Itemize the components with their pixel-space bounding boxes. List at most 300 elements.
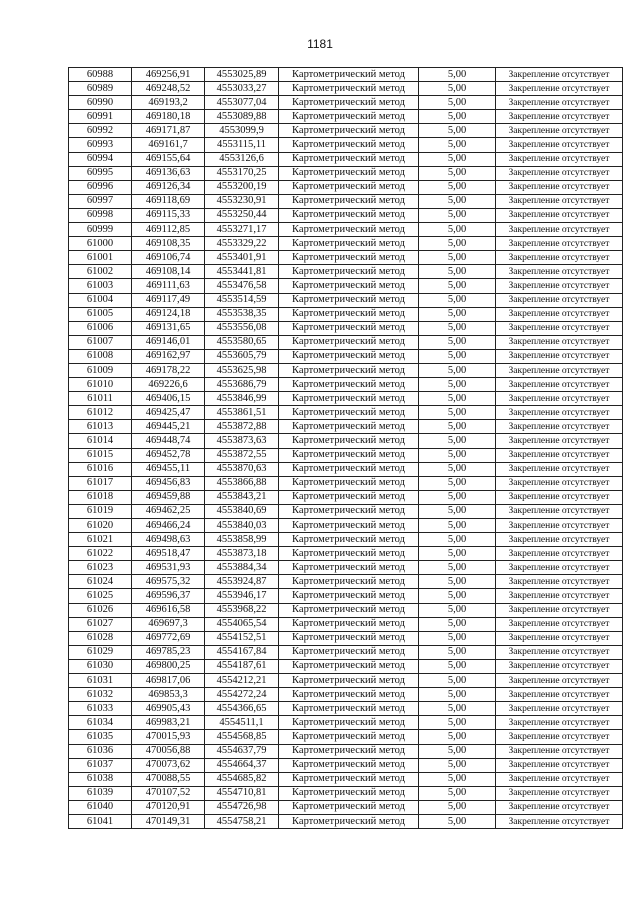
accuracy-cell: 5,00 xyxy=(419,166,496,180)
x-coordinate-cell: 469448,74 xyxy=(132,434,205,448)
table-row xyxy=(69,603,623,617)
accuracy-cell: 5,00 xyxy=(419,814,496,828)
method-cell: Картометрический метод xyxy=(279,82,419,96)
method-cell: Картометрический метод xyxy=(279,786,419,800)
y-coordinate-cell: 4554511,1 xyxy=(205,716,279,730)
y-coordinate-cell: 4553476,58 xyxy=(205,279,279,293)
x-coordinate-cell: 469193,2 xyxy=(132,96,205,110)
method-cell: Картометрический метод xyxy=(279,349,419,363)
y-coordinate-cell: 4553846,99 xyxy=(205,392,279,406)
point-number-cell: 60999 xyxy=(69,223,132,237)
fixing-cell: Закрепление отсутствует xyxy=(496,265,623,279)
x-coordinate-cell: 469498,63 xyxy=(132,533,205,547)
fixing-cell: Закрепление отсутствует xyxy=(496,490,623,504)
table-row xyxy=(69,68,623,82)
method-cell: Картометрический метод xyxy=(279,659,419,673)
x-coordinate-cell: 469772,69 xyxy=(132,631,205,645)
point-number-cell: 61040 xyxy=(69,800,132,814)
table-row xyxy=(69,194,623,208)
y-coordinate-cell: 4553250,44 xyxy=(205,208,279,222)
x-coordinate-cell: 469155,64 xyxy=(132,152,205,166)
accuracy-cell: 5,00 xyxy=(419,194,496,208)
accuracy-cell: 5,00 xyxy=(419,561,496,575)
table-row xyxy=(69,124,623,138)
point-number-cell: 61001 xyxy=(69,251,132,265)
x-coordinate-cell: 469180,18 xyxy=(132,110,205,124)
accuracy-cell: 5,00 xyxy=(419,434,496,448)
y-coordinate-cell: 4553089,88 xyxy=(205,110,279,124)
table-row xyxy=(69,814,623,828)
accuracy-cell: 5,00 xyxy=(419,448,496,462)
method-cell: Картометрический метод xyxy=(279,124,419,138)
accuracy-cell: 5,00 xyxy=(419,293,496,307)
x-coordinate-cell: 469518,47 xyxy=(132,547,205,561)
method-cell: Картометрический метод xyxy=(279,166,419,180)
method-cell: Картометрический метод xyxy=(279,237,419,251)
method-cell: Картометрический метод xyxy=(279,448,419,462)
table-row xyxy=(69,800,623,814)
y-coordinate-cell: 4553605,79 xyxy=(205,349,279,363)
fixing-cell: Закрепление отсутствует xyxy=(496,730,623,744)
x-coordinate-cell: 469853,3 xyxy=(132,688,205,702)
point-number-cell: 61039 xyxy=(69,786,132,800)
table-row xyxy=(69,519,623,533)
y-coordinate-cell: 4553625,98 xyxy=(205,363,279,377)
accuracy-cell: 5,00 xyxy=(419,180,496,194)
x-coordinate-cell: 469131,65 xyxy=(132,321,205,335)
y-coordinate-cell: 4553441,81 xyxy=(205,265,279,279)
point-number-cell: 61021 xyxy=(69,533,132,547)
point-number-cell: 61033 xyxy=(69,702,132,716)
accuracy-cell: 5,00 xyxy=(419,349,496,363)
point-number-cell: 61026 xyxy=(69,603,132,617)
method-cell: Картометрический метод xyxy=(279,730,419,744)
method-cell: Картометрический метод xyxy=(279,68,419,82)
point-number-cell: 61006 xyxy=(69,321,132,335)
x-coordinate-cell: 469115,33 xyxy=(132,208,205,222)
fixing-cell: Закрепление отсутствует xyxy=(496,237,623,251)
y-coordinate-cell: 4553843,21 xyxy=(205,490,279,504)
y-coordinate-cell: 4553686,79 xyxy=(205,378,279,392)
table-row xyxy=(69,180,623,194)
point-number-cell: 61017 xyxy=(69,476,132,490)
y-coordinate-cell: 4553884,34 xyxy=(205,561,279,575)
x-coordinate-cell: 469126,34 xyxy=(132,180,205,194)
y-coordinate-cell: 4554685,82 xyxy=(205,772,279,786)
method-cell: Картометрический метод xyxy=(279,208,419,222)
fixing-cell: Закрепление отсутствует xyxy=(496,82,623,96)
accuracy-cell: 5,00 xyxy=(419,208,496,222)
table-row xyxy=(69,702,623,716)
x-coordinate-cell: 469226,6 xyxy=(132,378,205,392)
method-cell: Картометрический метод xyxy=(279,547,419,561)
x-coordinate-cell: 469161,7 xyxy=(132,138,205,152)
point-number-cell: 61007 xyxy=(69,335,132,349)
y-coordinate-cell: 4553866,88 xyxy=(205,476,279,490)
method-cell: Картометрический метод xyxy=(279,335,419,349)
point-number-cell: 60997 xyxy=(69,194,132,208)
method-cell: Картометрический метод xyxy=(279,490,419,504)
x-coordinate-cell: 469456,83 xyxy=(132,476,205,490)
method-cell: Картометрический метод xyxy=(279,392,419,406)
point-number-cell: 60990 xyxy=(69,96,132,110)
x-coordinate-cell: 469817,06 xyxy=(132,674,205,688)
fixing-cell: Закрепление отсутствует xyxy=(496,208,623,222)
x-coordinate-cell: 469171,87 xyxy=(132,124,205,138)
method-cell: Картометрический метод xyxy=(279,589,419,603)
method-cell: Картометрический метод xyxy=(279,772,419,786)
table-row xyxy=(69,772,623,786)
fixing-cell: Закрепление отсутствует xyxy=(496,138,623,152)
table-row xyxy=(69,504,623,518)
x-coordinate-cell: 469124,18 xyxy=(132,307,205,321)
coordinates-table-body xyxy=(69,68,623,829)
x-coordinate-cell: 469616,58 xyxy=(132,603,205,617)
fixing-cell: Закрепление отсутствует xyxy=(496,223,623,237)
table-row xyxy=(69,674,623,688)
x-coordinate-cell: 469459,88 xyxy=(132,490,205,504)
method-cell: Картометрический метод xyxy=(279,434,419,448)
fixing-cell: Закрепление отсутствует xyxy=(496,166,623,180)
y-coordinate-cell: 4554710,81 xyxy=(205,786,279,800)
y-coordinate-cell: 4553872,55 xyxy=(205,448,279,462)
table-row xyxy=(69,363,623,377)
fixing-cell: Закрепление отсутствует xyxy=(496,617,623,631)
accuracy-cell: 5,00 xyxy=(419,363,496,377)
fixing-cell: Закрепление отсутствует xyxy=(496,519,623,533)
fixing-cell: Закрепление отсутствует xyxy=(496,406,623,420)
accuracy-cell: 5,00 xyxy=(419,645,496,659)
method-cell: Картометрический метод xyxy=(279,152,419,166)
fixing-cell: Закрепление отсутствует xyxy=(496,110,623,124)
table-row xyxy=(69,82,623,96)
point-number-cell: 60991 xyxy=(69,110,132,124)
point-number-cell: 61038 xyxy=(69,772,132,786)
x-coordinate-cell: 470073,62 xyxy=(132,758,205,772)
table-row xyxy=(69,744,623,758)
accuracy-cell: 5,00 xyxy=(419,68,496,82)
method-cell: Картометрический метод xyxy=(279,716,419,730)
table-row xyxy=(69,448,623,462)
y-coordinate-cell: 4554212,21 xyxy=(205,674,279,688)
fixing-cell: Закрепление отсутствует xyxy=(496,603,623,617)
method-cell: Картометрический метод xyxy=(279,420,419,434)
y-coordinate-cell: 4554167,84 xyxy=(205,645,279,659)
accuracy-cell: 5,00 xyxy=(419,392,496,406)
method-cell: Картометрический метод xyxy=(279,279,419,293)
y-coordinate-cell: 4553861,51 xyxy=(205,406,279,420)
table-row xyxy=(69,420,623,434)
accuracy-cell: 5,00 xyxy=(419,152,496,166)
point-number-cell: 61027 xyxy=(69,617,132,631)
fixing-cell: Закрепление отсутствует xyxy=(496,293,623,307)
table-row xyxy=(69,659,623,673)
point-number-cell: 61024 xyxy=(69,575,132,589)
x-coordinate-cell: 469531,93 xyxy=(132,561,205,575)
accuracy-cell: 5,00 xyxy=(419,138,496,152)
fixing-cell: Закрепление отсутствует xyxy=(496,194,623,208)
table-row xyxy=(69,96,623,110)
method-cell: Картометрический метод xyxy=(279,307,419,321)
accuracy-cell: 5,00 xyxy=(419,519,496,533)
y-coordinate-cell: 4553329,22 xyxy=(205,237,279,251)
y-coordinate-cell: 4554065,54 xyxy=(205,617,279,631)
fixing-cell: Закрепление отсутствует xyxy=(496,378,623,392)
accuracy-cell: 5,00 xyxy=(419,786,496,800)
y-coordinate-cell: 4554664,37 xyxy=(205,758,279,772)
y-coordinate-cell: 4553538,35 xyxy=(205,307,279,321)
method-cell: Картометрический метод xyxy=(279,800,419,814)
method-cell: Картометрический метод xyxy=(279,96,419,110)
y-coordinate-cell: 4553170,25 xyxy=(205,166,279,180)
method-cell: Картометрический метод xyxy=(279,688,419,702)
y-coordinate-cell: 4553230,91 xyxy=(205,194,279,208)
x-coordinate-cell: 469785,23 xyxy=(132,645,205,659)
y-coordinate-cell: 4553946,17 xyxy=(205,589,279,603)
point-number-cell: 60992 xyxy=(69,124,132,138)
x-coordinate-cell: 469406,15 xyxy=(132,392,205,406)
point-number-cell: 61037 xyxy=(69,758,132,772)
y-coordinate-cell: 4554568,85 xyxy=(205,730,279,744)
method-cell: Картометрический метод xyxy=(279,674,419,688)
table-row xyxy=(69,688,623,702)
y-coordinate-cell: 4554758,21 xyxy=(205,814,279,828)
y-coordinate-cell: 4554272,24 xyxy=(205,688,279,702)
fixing-cell: Закрепление отсутствует xyxy=(496,392,623,406)
point-number-cell: 61009 xyxy=(69,363,132,377)
fixing-cell: Закрепление отсутствует xyxy=(496,716,623,730)
table-row xyxy=(69,617,623,631)
method-cell: Картометрический метод xyxy=(279,814,419,828)
table-row xyxy=(69,561,623,575)
x-coordinate-cell: 469111,63 xyxy=(132,279,205,293)
table-row xyxy=(69,730,623,744)
table-row xyxy=(69,589,623,603)
point-number-cell: 60996 xyxy=(69,180,132,194)
y-coordinate-cell: 4553077,04 xyxy=(205,96,279,110)
table-row xyxy=(69,307,623,321)
accuracy-cell: 5,00 xyxy=(419,251,496,265)
x-coordinate-cell: 469466,24 xyxy=(132,519,205,533)
point-number-cell: 61015 xyxy=(69,448,132,462)
accuracy-cell: 5,00 xyxy=(419,335,496,349)
accuracy-cell: 5,00 xyxy=(419,462,496,476)
accuracy-cell: 5,00 xyxy=(419,110,496,124)
method-cell: Картометрический метод xyxy=(279,575,419,589)
accuracy-cell: 5,00 xyxy=(419,265,496,279)
y-coordinate-cell: 4553514,59 xyxy=(205,293,279,307)
point-number-cell: 61008 xyxy=(69,349,132,363)
point-number-cell: 61002 xyxy=(69,265,132,279)
fixing-cell: Закрепление отсутствует xyxy=(496,575,623,589)
y-coordinate-cell: 4553924,87 xyxy=(205,575,279,589)
y-coordinate-cell: 4553025,89 xyxy=(205,68,279,82)
point-number-cell: 61000 xyxy=(69,237,132,251)
point-number-cell: 60994 xyxy=(69,152,132,166)
method-cell: Картометрический метод xyxy=(279,462,419,476)
x-coordinate-cell: 470088,55 xyxy=(132,772,205,786)
y-coordinate-cell: 4553033,27 xyxy=(205,82,279,96)
table-row xyxy=(69,265,623,279)
method-cell: Картометрический метод xyxy=(279,617,419,631)
point-number-cell: 61020 xyxy=(69,519,132,533)
point-number-cell: 61036 xyxy=(69,744,132,758)
fixing-cell: Закрепление отсутствует xyxy=(496,180,623,194)
y-coordinate-cell: 4554366,65 xyxy=(205,702,279,716)
point-number-cell: 60988 xyxy=(69,68,132,82)
point-number-cell: 60998 xyxy=(69,208,132,222)
fixing-cell: Закрепление отсутствует xyxy=(496,786,623,800)
x-coordinate-cell: 469256,91 xyxy=(132,68,205,82)
y-coordinate-cell: 4553873,63 xyxy=(205,434,279,448)
table-row xyxy=(69,786,623,800)
fixing-cell: Закрепление отсутствует xyxy=(496,702,623,716)
x-coordinate-cell: 469800,25 xyxy=(132,659,205,673)
y-coordinate-cell: 4553401,91 xyxy=(205,251,279,265)
x-coordinate-cell: 469117,49 xyxy=(132,293,205,307)
table-row xyxy=(69,490,623,504)
x-coordinate-cell: 469162,97 xyxy=(132,349,205,363)
method-cell: Картометрический метод xyxy=(279,321,419,335)
y-coordinate-cell: 4553870,63 xyxy=(205,462,279,476)
fixing-cell: Закрепление отсутствует xyxy=(496,561,623,575)
fixing-cell: Закрепление отсутствует xyxy=(496,533,623,547)
table-row xyxy=(69,758,623,772)
point-number-cell: 61005 xyxy=(69,307,132,321)
table-row xyxy=(69,631,623,645)
x-coordinate-cell: 469178,22 xyxy=(132,363,205,377)
table-row xyxy=(69,462,623,476)
table-row xyxy=(69,406,623,420)
point-number-cell: 60989 xyxy=(69,82,132,96)
accuracy-cell: 5,00 xyxy=(419,476,496,490)
y-coordinate-cell: 4553200,19 xyxy=(205,180,279,194)
x-coordinate-cell: 469575,32 xyxy=(132,575,205,589)
fixing-cell: Закрепление отсутствует xyxy=(496,758,623,772)
x-coordinate-cell: 470120,91 xyxy=(132,800,205,814)
point-number-cell: 61025 xyxy=(69,589,132,603)
accuracy-cell: 5,00 xyxy=(419,674,496,688)
point-number-cell: 61030 xyxy=(69,659,132,673)
method-cell: Картометрический метод xyxy=(279,533,419,547)
fixing-cell: Закрепление отсутствует xyxy=(496,152,623,166)
point-number-cell: 61023 xyxy=(69,561,132,575)
x-coordinate-cell: 469452,78 xyxy=(132,448,205,462)
method-cell: Картометрический метод xyxy=(279,504,419,518)
method-cell: Картометрический метод xyxy=(279,702,419,716)
y-coordinate-cell: 4553858,99 xyxy=(205,533,279,547)
fixing-cell: Закрепление отсутствует xyxy=(496,814,623,828)
point-number-cell: 61012 xyxy=(69,406,132,420)
fixing-cell: Закрепление отсутствует xyxy=(496,307,623,321)
accuracy-cell: 5,00 xyxy=(419,758,496,772)
fixing-cell: Закрепление отсутствует xyxy=(496,462,623,476)
accuracy-cell: 5,00 xyxy=(419,547,496,561)
fixing-cell: Закрепление отсутствует xyxy=(496,321,623,335)
x-coordinate-cell: 469697,3 xyxy=(132,617,205,631)
method-cell: Картометрический метод xyxy=(279,561,419,575)
table-row xyxy=(69,208,623,222)
table-row xyxy=(69,392,623,406)
method-cell: Картометрический метод xyxy=(279,603,419,617)
fixing-cell: Закрепление отсутствует xyxy=(496,504,623,518)
point-number-cell: 61035 xyxy=(69,730,132,744)
table-row xyxy=(69,476,623,490)
table-row xyxy=(69,166,623,180)
x-coordinate-cell: 469108,14 xyxy=(132,265,205,279)
x-coordinate-cell: 469596,37 xyxy=(132,589,205,603)
fixing-cell: Закрепление отсутствует xyxy=(496,420,623,434)
fixing-cell: Закрепление отсутствует xyxy=(496,631,623,645)
accuracy-cell: 5,00 xyxy=(419,800,496,814)
point-number-cell: 61028 xyxy=(69,631,132,645)
point-number-cell: 61041 xyxy=(69,814,132,828)
point-number-cell: 60993 xyxy=(69,138,132,152)
method-cell: Картометрический метод xyxy=(279,406,419,420)
x-coordinate-cell: 469983,21 xyxy=(132,716,205,730)
method-cell: Картометрический метод xyxy=(279,194,419,208)
table-row xyxy=(69,138,623,152)
point-number-cell: 61029 xyxy=(69,645,132,659)
accuracy-cell: 5,00 xyxy=(419,406,496,420)
fixing-cell: Закрепление отсутствует xyxy=(496,688,623,702)
x-coordinate-cell: 469136,63 xyxy=(132,166,205,180)
method-cell: Картометрический метод xyxy=(279,631,419,645)
table-row xyxy=(69,349,623,363)
point-number-cell: 61031 xyxy=(69,674,132,688)
x-coordinate-cell: 470107,52 xyxy=(132,786,205,800)
y-coordinate-cell: 4554726,98 xyxy=(205,800,279,814)
y-coordinate-cell: 4554152,51 xyxy=(205,631,279,645)
page-number: 1181 xyxy=(307,37,333,51)
table-row xyxy=(69,645,623,659)
table-row xyxy=(69,335,623,349)
point-number-cell: 61018 xyxy=(69,490,132,504)
point-number-cell: 61019 xyxy=(69,504,132,518)
method-cell: Картометрический метод xyxy=(279,744,419,758)
table-row xyxy=(69,378,623,392)
accuracy-cell: 5,00 xyxy=(419,772,496,786)
table-row xyxy=(69,533,623,547)
table-row xyxy=(69,293,623,307)
point-number-cell: 61010 xyxy=(69,378,132,392)
fixing-cell: Закрепление отсутствует xyxy=(496,547,623,561)
method-cell: Картометрический метод xyxy=(279,223,419,237)
accuracy-cell: 5,00 xyxy=(419,575,496,589)
accuracy-cell: 5,00 xyxy=(419,378,496,392)
x-coordinate-cell: 469445,21 xyxy=(132,420,205,434)
accuracy-cell: 5,00 xyxy=(419,659,496,673)
accuracy-cell: 5,00 xyxy=(419,490,496,504)
accuracy-cell: 5,00 xyxy=(419,603,496,617)
fixing-cell: Закрепление отсутствует xyxy=(496,800,623,814)
fixing-cell: Закрепление отсутствует xyxy=(496,124,623,138)
x-coordinate-cell: 469455,11 xyxy=(132,462,205,476)
method-cell: Картометрический метод xyxy=(279,293,419,307)
x-coordinate-cell: 470056,88 xyxy=(132,744,205,758)
fixing-cell: Закрепление отсутствует xyxy=(496,335,623,349)
method-cell: Картометрический метод xyxy=(279,378,419,392)
table-row xyxy=(69,321,623,335)
point-number-cell: 61022 xyxy=(69,547,132,561)
x-coordinate-cell: 469248,52 xyxy=(132,82,205,96)
table-row xyxy=(69,110,623,124)
y-coordinate-cell: 4553840,69 xyxy=(205,504,279,518)
fixing-cell: Закрепление отсутствует xyxy=(496,448,623,462)
accuracy-cell: 5,00 xyxy=(419,631,496,645)
table-row xyxy=(69,237,623,251)
y-coordinate-cell: 4554637,79 xyxy=(205,744,279,758)
